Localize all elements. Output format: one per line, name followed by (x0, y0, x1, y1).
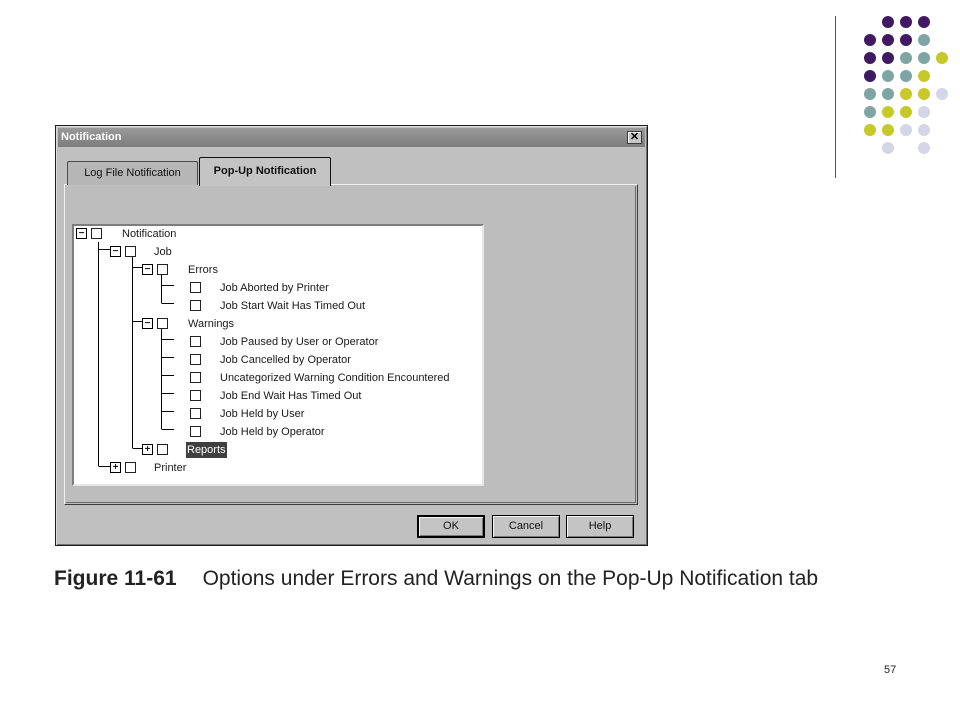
decorative-dot (918, 124, 930, 136)
decorative-dot (918, 16, 930, 28)
caption-text: Options under Errors and Warnings on the Pop-Up Notification tab (202, 567, 819, 590)
decorative-dot (864, 106, 876, 118)
ok-button[interactable]: OK (417, 515, 485, 538)
decorative-dot (882, 88, 894, 100)
decorative-dot (936, 88, 948, 100)
tree-label-warning-item[interactable]: Job Held by User (220, 408, 305, 420)
figure-number: Figure 11-61 (54, 567, 177, 590)
decorative-dot (882, 34, 894, 46)
vertical-divider (835, 16, 836, 178)
tree-label-notification[interactable]: Notification (122, 228, 177, 240)
decorative-dot (900, 34, 912, 46)
tab-pop-up-notification[interactable]: Pop-Up Notification (199, 157, 331, 186)
decorative-dot (918, 106, 930, 118)
decorative-dot (882, 16, 894, 28)
decorative-dot (882, 106, 894, 118)
tree-label-job[interactable]: Job (154, 246, 172, 258)
figure-caption (54, 567, 818, 591)
dialog-titlebar (58, 128, 645, 147)
printer-checkbox[interactable] (125, 462, 136, 473)
decorative-dot (864, 88, 876, 100)
decorative-dot (900, 52, 912, 64)
tree-label-reports[interactable]: Reports (187, 444, 226, 456)
warning-item-checkbox[interactable] (190, 372, 201, 383)
decorative-dot (918, 88, 930, 100)
decorative-dot (900, 70, 912, 82)
collapse-toggle[interactable]: − (142, 318, 153, 329)
decorative-dot (864, 52, 876, 64)
notification-tree[interactable] (72, 224, 484, 486)
expand-toggle[interactable]: + (142, 444, 153, 455)
dialog-title: Notification (61, 131, 122, 143)
tab-log-file-notification[interactable]: Log File Notification (67, 161, 198, 185)
tree-label-warning-item[interactable]: Job Paused by User or Operator (220, 336, 379, 348)
close-icon: ✕ (629, 131, 640, 143)
decorative-dot (882, 70, 894, 82)
decorative-dot (864, 124, 876, 136)
page-number: 57 (884, 664, 897, 676)
tree-label-warnings[interactable]: Warnings (188, 318, 235, 330)
decorative-dot (918, 142, 930, 154)
errors-checkbox[interactable] (157, 264, 168, 275)
decorative-dot (900, 88, 912, 100)
collapse-toggle[interactable]: − (76, 228, 87, 239)
decorative-dot (882, 124, 894, 136)
tree-label-error-item[interactable]: Job Aborted by Printer (220, 282, 329, 294)
warning-item-checkbox[interactable] (190, 390, 201, 401)
tree-label-warning-item[interactable]: Job Cancelled by Operator (220, 354, 351, 366)
tree-label-error-item[interactable]: Job Start Wait Has Timed Out (220, 300, 366, 312)
warning-item-checkbox[interactable] (190, 426, 201, 437)
tree-label-warning-item[interactable]: Job End Wait Has Timed Out (220, 390, 362, 402)
tree-label-errors[interactable]: Errors (188, 264, 218, 276)
decorative-dot (936, 52, 948, 64)
job-checkbox[interactable] (125, 246, 136, 257)
decorative-dot (900, 106, 912, 118)
decorative-dot (900, 16, 912, 28)
expand-toggle[interactable]: + (110, 462, 121, 473)
warning-item-checkbox[interactable] (190, 408, 201, 419)
tree-label-printer[interactable]: Printer (154, 462, 187, 474)
collapse-toggle[interactable]: − (110, 246, 121, 257)
warning-item-checkbox[interactable] (190, 336, 201, 347)
help-button[interactable]: Help (566, 515, 634, 538)
tree-label-warning-item[interactable]: Job Held by Operator (220, 426, 325, 438)
decorative-dot (918, 52, 930, 64)
decorative-dot (918, 34, 930, 46)
notification-dialog (55, 125, 648, 546)
notification-checkbox[interactable] (91, 228, 102, 239)
error-item-checkbox[interactable] (190, 282, 201, 293)
warnings-checkbox[interactable] (157, 318, 168, 329)
cancel-button[interactable]: Cancel (492, 515, 560, 538)
decorative-dot (900, 124, 912, 136)
tree-label-warning-item[interactable]: Uncategorized Warning Condition Encountered (220, 372, 450, 384)
decorative-dot (864, 34, 876, 46)
decorative-dot (882, 52, 894, 64)
decorative-dot (882, 142, 894, 154)
reports-checkbox[interactable] (157, 444, 168, 455)
decorative-dot (918, 70, 930, 82)
close-button[interactable] (627, 131, 642, 144)
error-item-checkbox[interactable] (190, 300, 201, 311)
collapse-toggle[interactable]: − (142, 264, 153, 275)
warning-item-checkbox[interactable] (190, 354, 201, 365)
decorative-dot (864, 70, 876, 82)
